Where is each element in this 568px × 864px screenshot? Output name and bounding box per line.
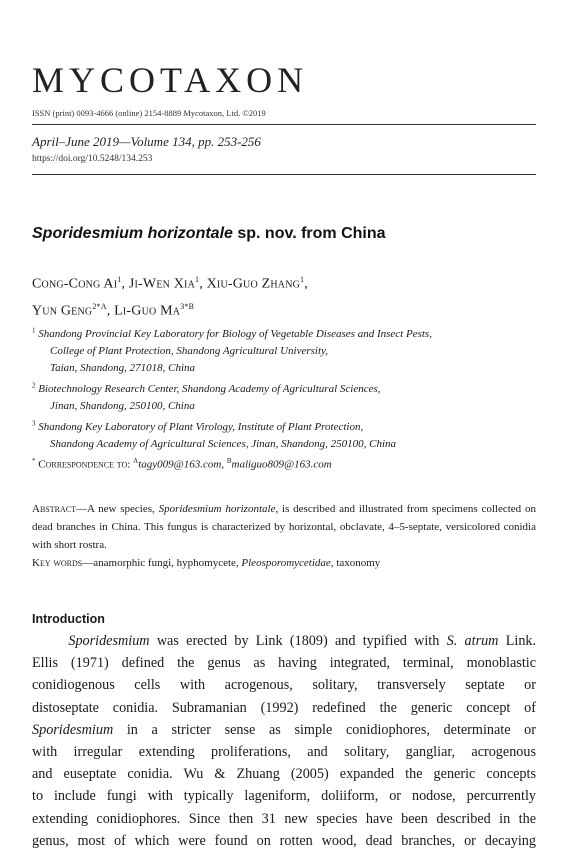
affil-line: Taian, Shandong, 271018, China (50, 361, 196, 374)
affil-sup: 3 (32, 419, 36, 427)
author: Cong-Cong Ai (32, 276, 118, 292)
corr-label: Correspondence to: (38, 458, 131, 471)
author: Ji-Wen Xia (128, 276, 196, 292)
journal-name: MYCOTAXON (32, 60, 309, 100)
affiliation-2 (32, 377, 381, 415)
author-sup: 1 (117, 275, 122, 284)
email-a-link[interactable]: tagy009@163.com, (138, 458, 225, 471)
author-sup: 1 (195, 275, 200, 284)
correspondence (32, 453, 332, 474)
author: Xiu-Guo Zhang (206, 276, 301, 292)
authors-line-2: Yun Geng$^{2*A}$, Li-Guo $Ma^{3*B}$ (32, 301, 195, 319)
affil-line: Shandong Provincial Key Laboratory for Biology of Vegetable Diseases and Insect Pests, (38, 327, 432, 340)
affil-line: College of Plant Protection, Shandong Agricultural University, (50, 344, 329, 357)
keywords-text: —anamorphic fungi, hyphomycete, (82, 557, 242, 569)
body-line: to include fungi with typically lageniform, doliiform, or nodose, percurrently (32, 788, 536, 805)
header-rule-top (32, 124, 536, 125)
issue-info: April–June 2019—Volume 134, pp. 253-256 (32, 134, 261, 149)
issn-line: ISSN (print) 0093-4666 (online) 2154-8889 Mycotaxon, Ltd. ©2019 (32, 108, 266, 118)
abstract-species: Sporidesmium horizontale (158, 503, 276, 515)
author-sup: 3*B (180, 301, 195, 311)
affil-sup: 1 (32, 326, 36, 334)
doi-link[interactable]: https://doi.org/10.5248/134.253 (32, 154, 153, 164)
body-text: Link. (505, 633, 536, 649)
author: Yun Geng (32, 303, 93, 319)
author-sup: 2*A (92, 301, 107, 311)
header-rule-bottom (32, 174, 536, 175)
introduction-body (32, 630, 536, 852)
authors-line-1: Cong-Cong Ai$^1$, Ji-Wen Xia$^1$, Xiu-Guo Zhang$^1$, (32, 275, 308, 292)
author: Li-Guo Ma (114, 303, 181, 319)
corr-b-sup: B (226, 457, 232, 465)
body-line: with irregular extending proliferations, and solitary, gangliar, acrogenous (32, 744, 536, 761)
body-line: extending conidiophores. Since then 31 new species have been described in the (32, 810, 536, 827)
body-line: distoseptate conidia. Subramanian (1992) redefined the generic concept of (32, 699, 536, 716)
affil-sup: 2 (32, 381, 36, 389)
body-line: genus, most of which were found on rotten wood, dead branches, or decaying (32, 832, 536, 849)
genus-name: Sporidesmium (32, 721, 114, 738)
body-text: was erected by Link (1809) and typified with (156, 633, 440, 649)
body-line: Ellis (1971) defined the genus as having integrated, terminal, monoblastic (32, 655, 536, 672)
body-line (32, 630, 536, 652)
body-line (32, 719, 536, 741)
title-species: Sporidesmium horizontale (32, 225, 233, 242)
keywords-text: , taxonomy (330, 557, 381, 569)
body-line: conidiogenous cells with acrogenous, solitary, transversely septate or (32, 677, 536, 694)
affil-line: Jinan, Shandong, 250100, China (50, 399, 195, 412)
introduction-heading: Introduction (32, 612, 105, 626)
affil-line: Biotechnology Research Center, Shandong Academy of Agricultural Sciences, (38, 382, 381, 395)
genus-name: Sporidesmium (68, 633, 150, 649)
corr-a-sup: A (133, 457, 139, 465)
keywords (32, 557, 380, 569)
affil-line: Shandong Academy of Agricultural Sciences, Jinan, Shandong, 250100, China (50, 437, 397, 450)
keywords-italic: Pleosporomycetidae (241, 557, 331, 569)
email-b-link[interactable]: maliguo809@163.com (231, 458, 332, 471)
body-text: in a stricter sense as simple conidiophores, determinate or (126, 721, 536, 738)
affil-line: Shandong Key Laboratory of Plant Virology, Institute of Plant Protection, (38, 420, 364, 433)
corr-sup: * (32, 457, 36, 465)
author-sup: 1 (300, 275, 305, 284)
abstract (32, 500, 536, 554)
abstract-text: —A new species, (75, 503, 159, 515)
abstract-label: Abstract (32, 503, 76, 515)
body-line: and euseptate conidia. Wu & Zhuang (2005) expanded the generic concepts (32, 766, 536, 783)
keywords-label: Key words (32, 557, 83, 569)
species-s-atrum: S. atrum (446, 633, 499, 649)
article-title (32, 225, 386, 243)
affiliation-3 (32, 415, 396, 453)
affiliation-1 (32, 322, 432, 377)
title-rest: sp. nov. from China (232, 225, 386, 242)
authors (32, 269, 308, 322)
abstract-text: , is described and illustrated from specimens collected on dead branches in China. This fungus is characterized by horizontal, obclavate, 4–5-septate, versicolored conidia with short rostra. (32, 503, 536, 551)
